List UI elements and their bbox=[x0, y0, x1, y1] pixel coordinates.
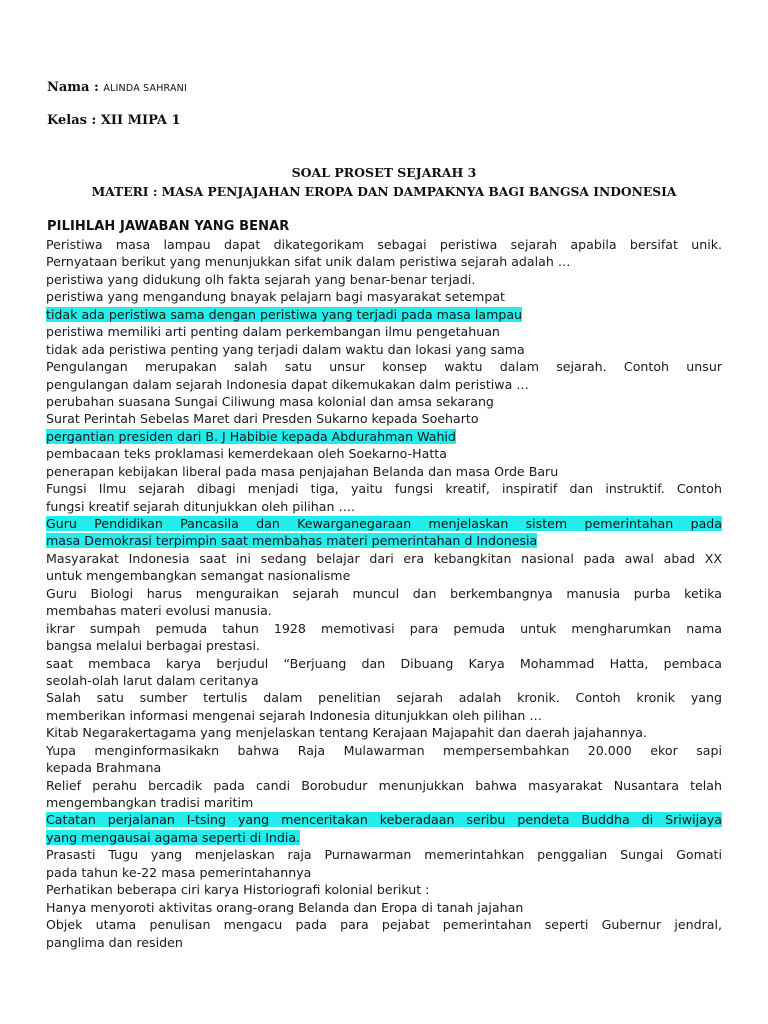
text-line-content: Guru Biologi harus menguraikan sejarah muncul dan berkembangnya manusia purba ketika bbox=[46, 585, 722, 601]
text-line-content: tidak ada peristiwa sama dengan peristiwa yang terjadi pada masa lampau bbox=[46, 306, 523, 322]
student-class-row bbox=[47, 113, 181, 128]
text-line-content: Kitab Negarakertagama yang menjelaskan tentang Kerajaan Majapahit dan daerah jajahannya. bbox=[46, 725, 647, 741]
text-line-content: Peristiwa masa lampau dapat dikategorikam sebagai peristiwa sejarah apabila bersifat unik. bbox=[46, 237, 722, 252]
document-title: SOAL PROSET SEJARAH 3 bbox=[291, 165, 477, 180]
text-line-content: pada tahun ke-22 masa pemerintahannya bbox=[46, 864, 312, 880]
highlighted-text-line bbox=[46, 428, 722, 445]
text-line bbox=[46, 463, 722, 480]
text-line-content: peristiwa yang didukung olh fakta sejarah yang benar-benar terjadi. bbox=[46, 271, 476, 287]
text-line bbox=[46, 881, 722, 898]
instruction-heading: PILIHLAH JAWABAN YANG BENAR bbox=[47, 219, 290, 234]
text-line-content: bangsa melalui berbagai prestasi. bbox=[46, 638, 260, 654]
text-line-content: panglima dan residen bbox=[46, 934, 183, 950]
highlighted-text-line bbox=[46, 829, 722, 846]
text-line bbox=[46, 655, 722, 672]
text-line bbox=[46, 864, 722, 881]
text-line bbox=[46, 724, 722, 741]
text-line-content: perubahan suasana Sungai Ciliwung masa kolonial dan amsa sekarang bbox=[46, 393, 494, 409]
text-line bbox=[46, 288, 722, 305]
text-line-content: pembacaan teks proklamasi kemerdekaan oleh Soekarno-Hatta bbox=[46, 446, 447, 462]
text-line-content: peristiwa memiliki arti penting dalam perkembangan ilmu pengetahuan bbox=[46, 324, 500, 340]
text-line-content: tidak ada peristiwa penting yang terjadi dalam waktu dan lokasi yang sama bbox=[46, 341, 525, 357]
text-line bbox=[46, 689, 722, 706]
highlighted-text-line bbox=[46, 532, 722, 549]
text-line-content: Salah satu sumber tertulis dalam penelitian sejarah adalah kronik. Contoh kronik yang bbox=[46, 690, 722, 706]
text-line bbox=[46, 341, 722, 358]
text-line bbox=[46, 236, 722, 253]
text-line bbox=[46, 271, 722, 288]
class-value: XII MIPA 1 bbox=[100, 113, 181, 128]
text-line-content: saat membaca karya berjudul “Berjuang dan Dibuang Karya Mohammad Hatta, pembaca bbox=[46, 655, 722, 671]
text-line bbox=[46, 934, 722, 951]
text-line-content: membahas materi evolusi manusia. bbox=[46, 603, 272, 619]
text-line-content: Perhatikan beberapa ciri karya Historiografi kolonial berikut : bbox=[46, 882, 430, 898]
text-line bbox=[46, 620, 722, 637]
highlighted-text-line bbox=[46, 811, 722, 828]
name-label: Nama : bbox=[47, 80, 99, 95]
text-line-content: Surat Perintah Sebelas Maret dari Presden Sukarno kepada Soeharto bbox=[46, 411, 479, 427]
text-line-content: Pernyataan berikut yang menunjukkan sifat unik dalam peristiwa sejarah adalah … bbox=[46, 254, 571, 270]
text-line-content: Objek utama penulisan mengacu pada para pejabat pemerintahan seperti Gubernur jendral, bbox=[46, 917, 722, 933]
text-line bbox=[46, 480, 722, 497]
text-line-content: ikrar sumpah pemuda tahun 1928 memotivasi para pemuda untuk mengharumkan nama bbox=[46, 620, 722, 636]
text-line-content: yang mengausai agama seperti di India. bbox=[46, 829, 301, 845]
text-line bbox=[46, 585, 722, 602]
text-line bbox=[46, 498, 722, 515]
student-name-row bbox=[47, 80, 187, 95]
text-line-content: kepada Brahmana bbox=[46, 760, 162, 776]
text-line-content: Hanya menyoroti aktivitas orang-orang Belanda dan Eropa di tanah jajahan bbox=[46, 899, 524, 915]
text-line bbox=[46, 376, 722, 393]
text-line bbox=[46, 777, 722, 794]
text-line-content: untuk mengembangkan semangat nasionalisme bbox=[46, 568, 351, 584]
text-line-content: pengulangan dalam sejarah Indonesia dapat dikemukakan dalm peristiwa … bbox=[46, 376, 529, 392]
text-line-content: memberikan informasi mengenai sejarah Indonesia ditunjukkan oleh pilihan … bbox=[46, 707, 543, 723]
text-line-content: fungsi kreatif sejarah ditunjukkan oleh pilihan …. bbox=[46, 498, 356, 514]
highlighted-text-line bbox=[46, 306, 722, 323]
text-line-content: Fungsi Ilmu sejarah dibagi menjadi tiga, yaitu fungsi kreatif, inspiratif dan instruktif. Contoh bbox=[46, 481, 722, 497]
text-line bbox=[46, 707, 722, 724]
text-line bbox=[46, 846, 722, 863]
question-text-body bbox=[46, 236, 722, 951]
text-line-content: mengembangkan tradisi maritim bbox=[46, 795, 254, 810]
text-line bbox=[46, 637, 722, 654]
highlighted-text-line bbox=[46, 515, 722, 532]
text-line-content: pergantian presiden dari B. J Habibie kepada Abdurahman Wahid bbox=[46, 428, 456, 444]
text-line-content: Guru Pendidikan Pancasila dan Kewarganegaraan menjelaskan sistem pemerintahan pada bbox=[46, 516, 722, 531]
text-line bbox=[46, 742, 722, 759]
text-line-content: Catatan perjalanan I-tsing yang menceritakan keberadaan seribu pendeta Buddha di Sriwijaya bbox=[46, 812, 722, 828]
text-line-content: penerapan kebijakan liberal pada masa penjajahan Belanda dan masa Orde Baru bbox=[46, 463, 559, 479]
class-label: Kelas : bbox=[47, 113, 97, 128]
text-line bbox=[46, 794, 722, 811]
text-line-content: Relief perahu bercadik pada candi Borobudur menunjukkan bahwa masyarakat Nusantara telah bbox=[46, 777, 722, 793]
text-line-content: seolah-olah larut dalam ceritanya bbox=[46, 672, 259, 688]
text-line bbox=[46, 393, 722, 410]
text-line bbox=[46, 759, 722, 776]
text-line bbox=[46, 916, 722, 933]
text-line bbox=[46, 410, 722, 427]
text-line bbox=[46, 602, 722, 619]
text-line bbox=[46, 445, 722, 462]
text-line-content: Prasasti Tugu yang menjelaskan raja Purnawarman memerintahkan penggalian Sungai Gomati bbox=[46, 847, 722, 863]
text-line bbox=[46, 899, 722, 916]
text-line-content: Pengulangan merupakan salah satu unsur konsep waktu dalam sejarah. Contoh unsur bbox=[46, 359, 722, 375]
text-line-content: peristiwa yang mengandung bnayak pelajarn bagi masyarakat setempat bbox=[46, 289, 505, 305]
text-line bbox=[46, 550, 722, 567]
text-line bbox=[46, 567, 722, 584]
text-line-content: Masyarakat Indonesia saat ini sedang belajar dari era kebangkitan nasional pada awal abad XX bbox=[46, 550, 722, 566]
text-line-content: masa Demokrasi terpimpin saat membahas materi pemerintahan d Indonesia bbox=[46, 533, 538, 549]
name-value: ALINDA SAHRANI bbox=[103, 83, 187, 94]
text-line-content: Yupa menginformasikakn bahwa Raja Mulawarman mempersembahkan 20.000 ekor sapi bbox=[46, 742, 722, 758]
text-line bbox=[46, 253, 722, 270]
text-line bbox=[46, 358, 722, 375]
text-line bbox=[46, 672, 722, 689]
text-line bbox=[46, 323, 722, 340]
document-subtitle: MATERI : MASA PENJAJAHAN EROPA DAN DAMPAKNYA BAGI BANGSA INDONESIA bbox=[91, 184, 677, 199]
